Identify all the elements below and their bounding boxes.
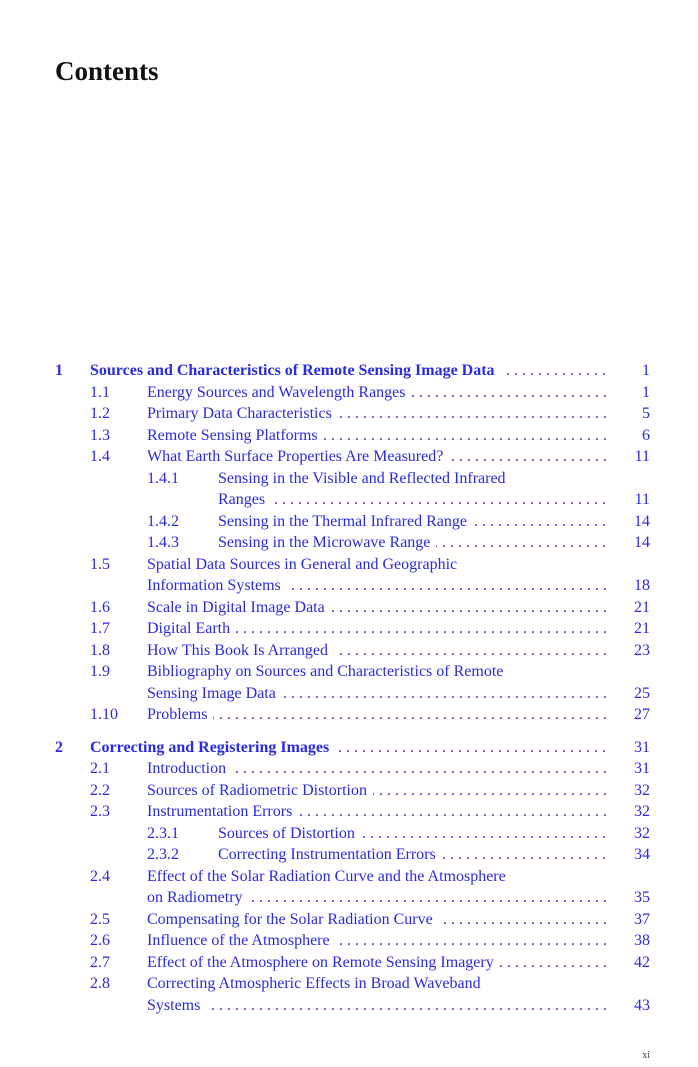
toc-entry-number: 1.2 [90,405,110,422]
toc-entry-number: 2.3.1 [147,824,179,842]
toc-entry-number: 1.4 [90,448,110,465]
toc-entry-page: 21 [634,598,650,616]
toc-entry-title: Sensing in the Microwave Range [218,534,436,551]
toc-chapter-entry[interactable] [0,737,698,759]
toc-entry-title: Sensing in the Visible and Reflected Infrared [218,470,512,487]
toc-entry-page: 27 [634,706,650,723]
toc-entry-number: 2.3 [90,803,110,820]
toc-entry-page: 5 [642,405,650,422]
toc-entry-page: 14 [634,512,650,530]
toc-entry-leader [147,801,608,823]
toc-entry-page: 18 [634,577,650,594]
toc-entry-title: Bibliography on Sources and Characteristics of Remote [147,663,509,680]
toc-entry-title: Sensing Image Data [147,685,282,702]
page-number-footer: xi [642,1050,650,1061]
toc-section-entry[interactable] [0,511,698,533]
toc-section-entry[interactable] [0,446,698,468]
toc-entry-page: 34 [634,846,650,863]
toc-section-entry[interactable] [0,952,698,974]
toc-entry-number: 1.4.1 [147,469,179,487]
toc-entry-leader [218,823,608,845]
toc-entry-title: Sources and Characteristics of Remote Sensing Image Data [90,362,501,379]
toc-entry-title: Correcting Instrumentation Errors [218,846,442,863]
toc-entry-title: Problems [147,706,213,723]
toc-entry-leader [147,425,608,447]
toc-entry-page: 11 [634,491,650,508]
toc-entry-number: 2.6 [90,932,110,949]
toc-section-entry[interactable] [0,930,698,952]
toc-entry-leader [147,758,608,780]
toc-entry-leader [147,403,608,425]
toc-section-entry[interactable] [0,554,698,576]
toc-entry-page: 38 [634,932,650,949]
toc-entry-number: 1.1 [90,383,110,401]
toc-entry-leader [147,554,608,576]
toc-section-entry[interactable] [0,973,698,995]
page-title: Contents [55,56,159,86]
toc-entry-number: 1.10 [90,706,118,723]
toc-entry-title: Remote Sensing Platforms [147,427,324,444]
toc-entry-leader [147,575,608,597]
toc-entry-title: Influence of the Atmosphere [147,932,336,949]
toc-chapter-entry[interactable] [0,360,698,382]
toc-section-entry[interactable] [0,403,698,425]
toc-section-entry[interactable] [0,575,698,597]
toc-section-entry[interactable] [0,866,698,888]
toc-entry-leader [218,511,608,533]
toc-entry-page: 42 [634,953,650,971]
toc-entry-title: Spatial Data Sources in General and Geographic [147,556,463,573]
toc-entry-number: 1.9 [90,663,110,680]
toc-entry-number: 2.7 [90,953,110,971]
toc-entry-title: Scale in Digital Image Data [147,599,331,616]
toc-entry-title: Effect of the Solar Radiation Curve and the Atmosphere [147,868,512,885]
toc-entry-leader [218,844,608,866]
toc-entry-page: 14 [634,534,650,551]
toc-entry-page: 32 [634,824,650,842]
toc-entry-title: What Earth Surface Properties Are Measured? [147,448,449,465]
toc-section-entry[interactable] [0,382,698,404]
toc-entry-number: 2.2 [90,781,110,799]
toc-section-entry[interactable] [0,489,698,511]
toc-entry-title: Compensating for the Solar Radiation Curve [147,911,439,928]
toc-entry-number: 2.3.2 [147,846,179,863]
toc-entry-page: 11 [634,448,650,465]
toc-entry-leader [147,866,608,888]
toc-entry-page: 25 [634,684,650,702]
toc-entry-leader [90,737,608,759]
toc-section-entry[interactable] [0,704,698,726]
toc-entry-number: 1 [55,362,63,379]
toc-section-entry[interactable] [0,801,698,823]
toc-section-entry[interactable] [0,823,698,845]
toc-entry-page: 32 [634,781,650,799]
toc-entry-leader [147,909,608,931]
toc-entry-title: Sources of Radiometric Distortion [147,782,373,799]
toc-entry-title: Sources of Distortion [218,825,361,842]
toc-entry-leader [147,704,608,726]
toc-entry-title: Systems [147,997,206,1014]
toc-entry-leader [147,640,608,662]
toc-entry-page: 35 [634,889,650,906]
toc-entry-leader [147,780,608,802]
toc-entry-page: 37 [634,910,650,928]
toc-entry-leader [147,995,608,1017]
toc-entry-title: Instrumentation Errors [147,803,298,820]
toc-entry-page: 43 [634,996,650,1014]
toc-entry-title: Correcting and Registering Images [90,739,335,756]
toc-entry-leader [218,468,608,490]
toc-entry-title: Correcting Atmospheric Effects in Broad Waveband [147,975,487,992]
toc-entry-page: 21 [634,620,650,637]
toc-section-entry[interactable] [0,640,698,662]
toc-entry-page: 31 [634,760,650,777]
toc-entry-number: 1.8 [90,641,110,659]
toc-entry-title: Effect of the Atmosphere on Remote Sensing Imagery [147,954,500,971]
toc-entry-title: Energy Sources and Wavelength Ranges [147,384,412,401]
toc-entry-leader [147,952,608,974]
table-of-contents [0,360,698,1016]
toc-entry-leader [147,618,608,640]
toc-entry-leader [90,360,608,382]
toc-section-entry[interactable] [0,597,698,619]
toc-section-entry[interactable] [0,468,698,490]
toc-entry-number: 2.4 [90,867,110,885]
toc-entry-leader [147,973,608,995]
toc-section-entry[interactable] [0,661,698,683]
toc-section-entry[interactable] [0,995,698,1017]
toc-section-entry[interactable] [0,532,698,554]
toc-entry-leader [147,597,608,619]
toc-entry-leader [218,489,608,511]
toc-section-entry[interactable] [0,844,698,866]
toc-entry-title: Sensing in the Thermal Infrared Range [218,513,473,530]
toc-entry-page: 31 [634,738,650,756]
toc-entry-leader [147,446,608,468]
toc-section-entry[interactable] [0,909,698,931]
toc-entry-leader [218,532,608,554]
toc-entry-title: Digital Earth [147,620,236,637]
toc-entry-page: 6 [642,426,650,444]
toc-entry-number: 1.3 [90,426,110,444]
toc-entry-leader [147,382,608,404]
toc-entry-title: Ranges [218,491,271,508]
toc-entry-title: How This Book Is Arranged [147,642,334,659]
toc-section-entry[interactable] [0,683,698,705]
toc-entry-page: 32 [634,803,650,820]
toc-entry-number: 1.4.2 [147,512,179,530]
toc-entry-leader [147,661,608,683]
toc-entry-number: 1.5 [90,555,110,573]
toc-entry-number: 1.7 [90,620,110,637]
toc-entry-page: 1 [642,362,650,379]
toc-entry-title: Primary Data Characteristics [147,405,338,422]
toc-entry-number: 1.6 [90,598,110,616]
toc-entry-title: Information Systems [147,577,287,594]
toc-entry-number: 2.8 [90,975,110,992]
toc-entry-number: 2.1 [90,760,110,777]
toc-entry-number: 2 [55,738,63,756]
toc-entry-number: 1.4.3 [147,534,179,551]
toc-entry-number: 2.5 [90,910,110,928]
toc-section-entry[interactable] [0,780,698,802]
toc-section-entry[interactable] [0,758,698,780]
toc-section-entry[interactable] [0,887,698,909]
toc-section-entry[interactable] [0,425,698,447]
toc-entry-title: on Radiometry [147,889,249,906]
toc-entry-title: Introduction [147,760,232,777]
toc-entry-leader [147,887,608,909]
toc-entry-page: 23 [634,641,650,659]
toc-entry-page: 1 [642,383,650,401]
toc-entry-leader [147,930,608,952]
toc-section-entry[interactable] [0,618,698,640]
toc-entry-leader [147,683,608,705]
